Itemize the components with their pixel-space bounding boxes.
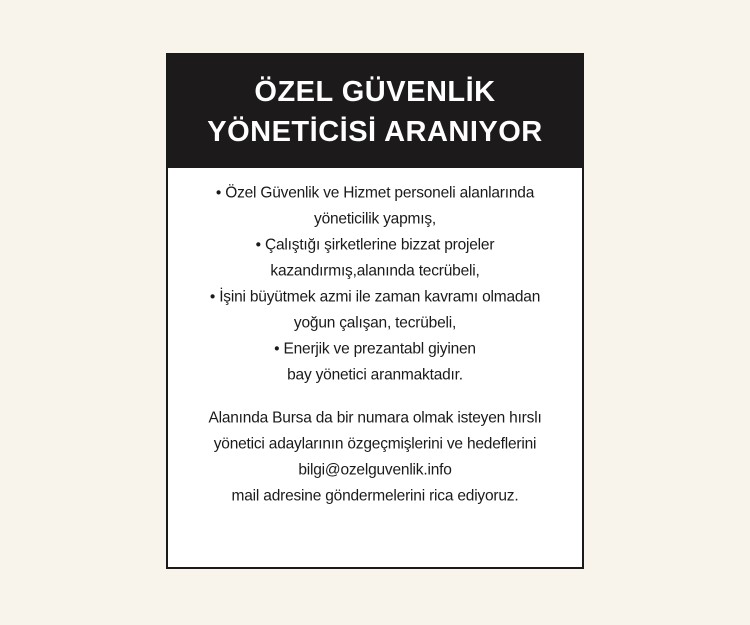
ad-title-line-1: ÖZEL GÜVENLİK bbox=[254, 75, 496, 108]
requirement-line: • İşini büyütmek azmi ile zaman kavramı olmadan bbox=[209, 288, 541, 306]
ad-header bbox=[168, 55, 582, 168]
requirement-line: • Özel Güvenlik ve Hizmet personeli alanlarında bbox=[215, 184, 535, 202]
requirement-item bbox=[168, 284, 582, 336]
requirement-line: yoğun çalışan, tecrübeli, bbox=[293, 314, 457, 332]
requirement-line: kazandırmış,alanında tecrübeli, bbox=[270, 262, 480, 280]
paragraph-gap bbox=[168, 388, 582, 405]
closing-line: mail adresine göndermelerini rica ediyoruz. bbox=[231, 486, 519, 505]
closing-line: yönetici adaylarının özgeçmişlerini ve hedeflerini bbox=[213, 434, 537, 453]
requirement-item bbox=[168, 232, 582, 284]
requirement-item bbox=[168, 336, 582, 388]
ad-title-line-2: YÖNETİCİSİ ARANIYOR bbox=[207, 115, 543, 148]
ad-body bbox=[168, 161, 582, 508]
requirement-line: bay yönetici aranmaktadır. bbox=[287, 366, 463, 384]
job-ad bbox=[166, 53, 584, 569]
contact-email: bilgi@ozelguvenlik.info bbox=[298, 460, 452, 479]
requirement-line: • Enerjik ve prezantabl giyinen bbox=[274, 340, 476, 358]
closing-paragraph bbox=[168, 405, 582, 509]
closing-line: Alanında Bursa da bir numara olmak isteyen hırslı bbox=[208, 408, 542, 427]
requirement-line: yöneticilik yapmış, bbox=[314, 210, 436, 228]
requirement-line: • Çalıştığı şirketlerine bizzat projeler bbox=[255, 236, 495, 254]
requirement-item bbox=[168, 180, 582, 232]
